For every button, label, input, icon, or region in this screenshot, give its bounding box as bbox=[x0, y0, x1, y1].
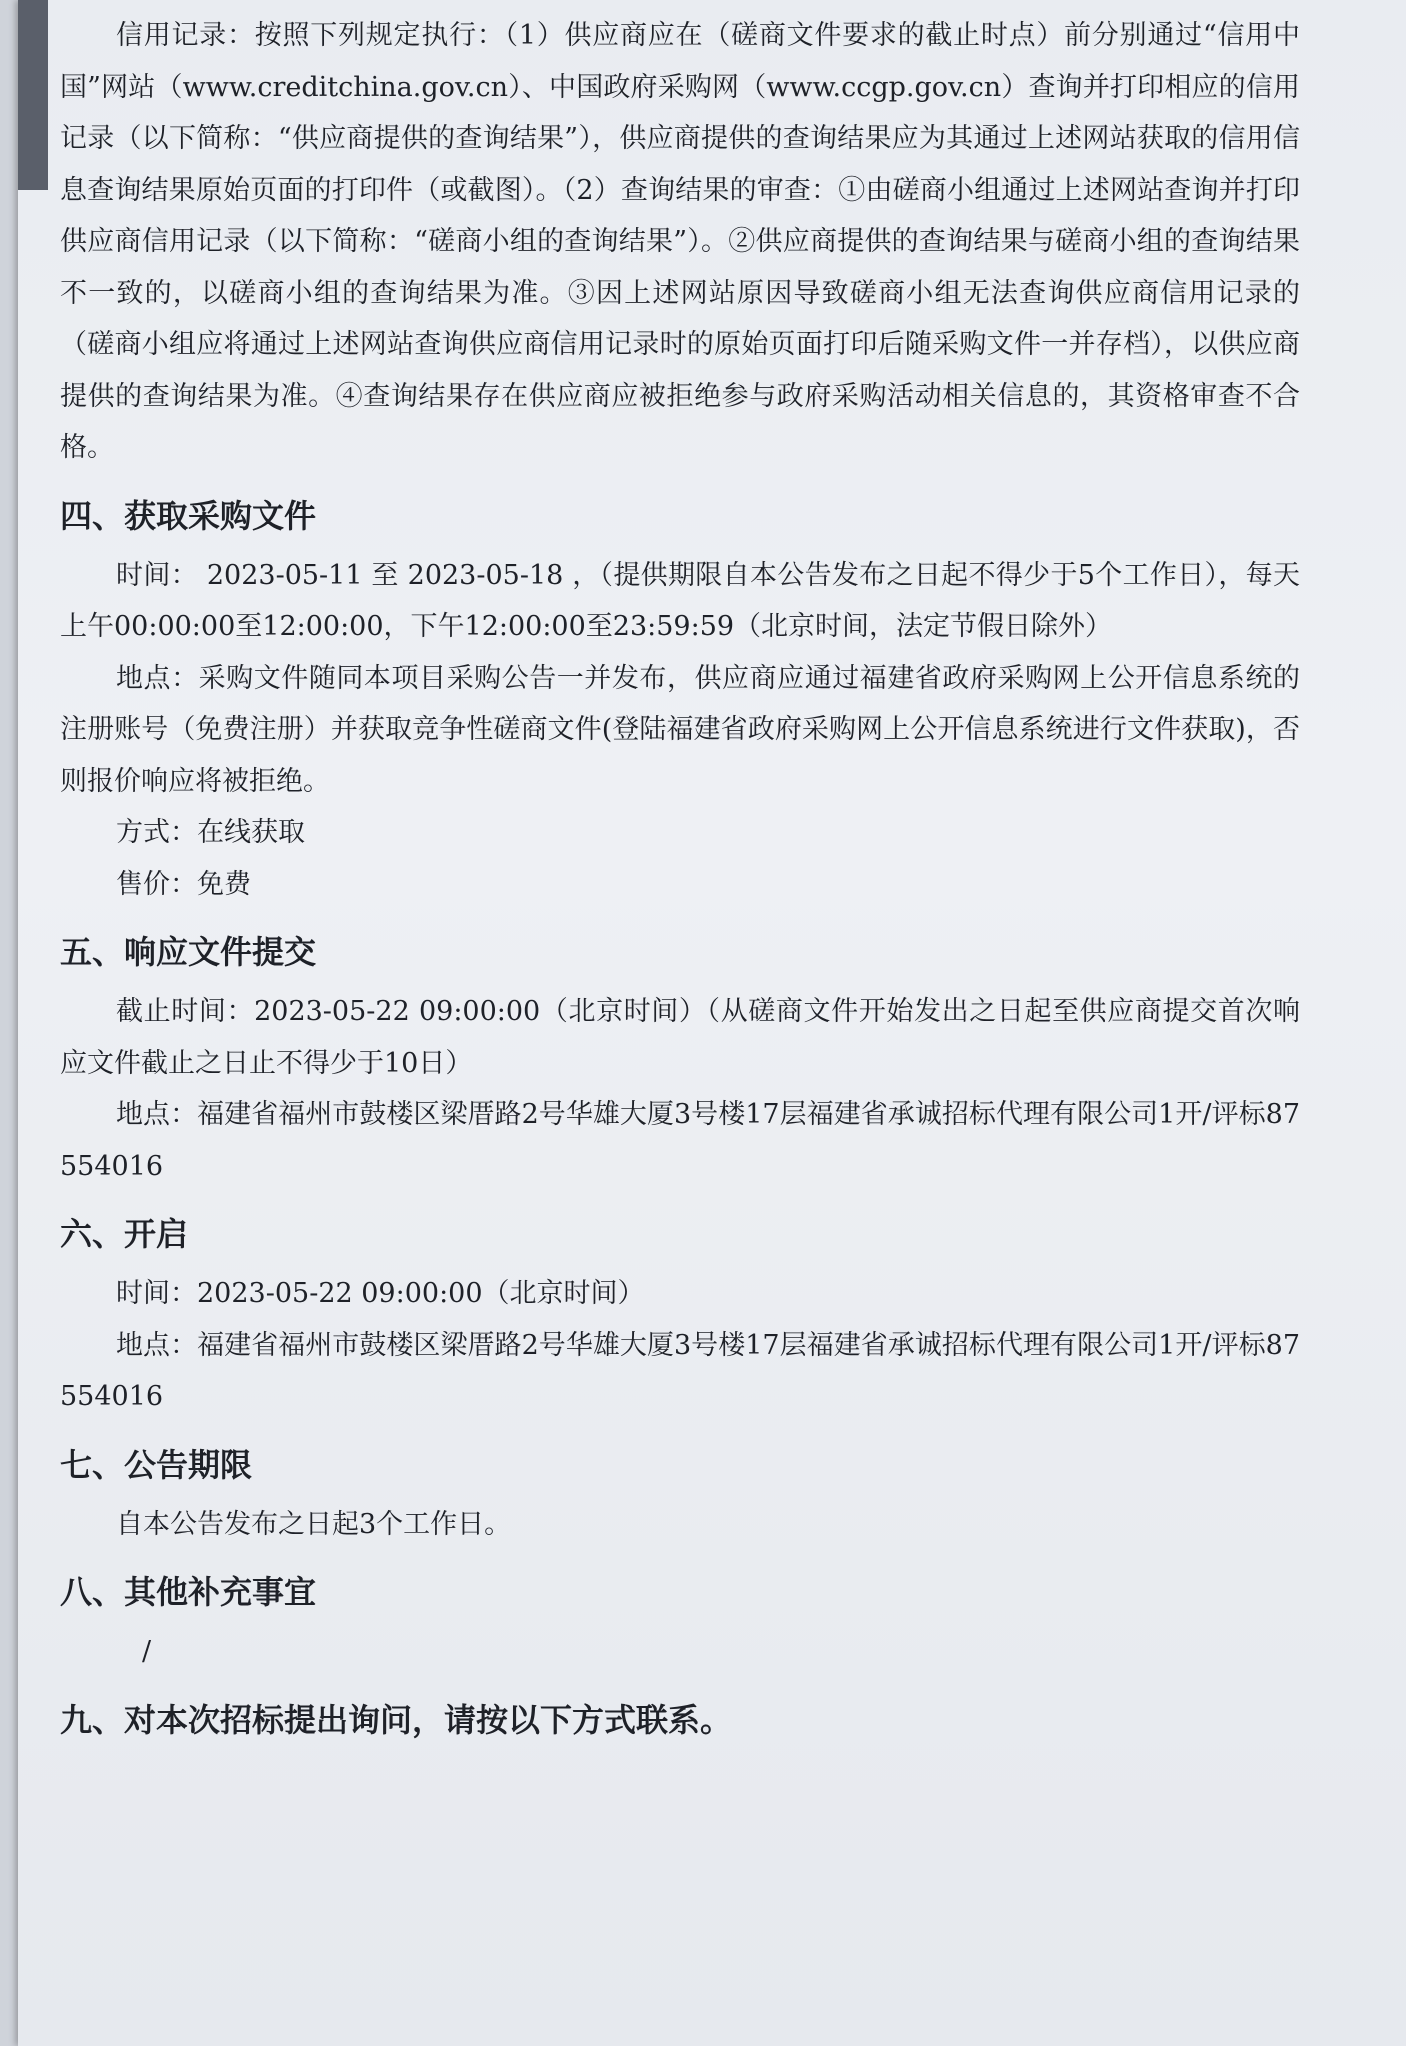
section-4-place: 地点：采购文件随同本项目采购公告一并发布，供应商应通过福建省政府采购网上公开信息系统的注册账号（免费注册）并获取竞争性磋商文件(登陆福建省政府采购网上公开信息系统进行文件获取)，否则报价响应将被拒绝。 bbox=[60, 662, 1300, 797]
section-7-text: 自本公告发布之日起3个工作日。 bbox=[116, 1508, 512, 1540]
section-4-heading: 四、获取采购文件 bbox=[60, 496, 317, 535]
section-7-heading: 七、公告期限 bbox=[60, 1445, 253, 1484]
section-6-place: 地点：福建省福州市鼓楼区梁厝路2号华雄大厦3号楼17层福建省承诚招标代理有限公司1开/评标87554016 bbox=[60, 1329, 1300, 1412]
section-4-time: 时间： 2023-05-11 至 2023-05-18 ，（提供期限自本公告发布之日起不得少于5个工作日），每天上午00:00:00至12:00:00，下午12:00:00至23:59:59（北京时间，法定节假日除外） bbox=[60, 559, 1300, 642]
document-content bbox=[60, 10, 1300, 1754]
document-page bbox=[18, 0, 1406, 2046]
section-6-time: 时间：2023-05-22 09:00:00（北京时间） bbox=[116, 1278, 645, 1309]
section-4-method: 方式：在线获取 bbox=[116, 817, 305, 848]
section-9-heading: 九、对本次招标提出询问，请按以下方式联系。 bbox=[60, 1700, 733, 1739]
credit-record-paragraph: 信用记录：按照下列规定执行：（1）供应商应在（磋商文件要求的截止时点）前分别通过“信用中国”网站（www.creditchina.gov.cn）、中国政府采购网（www.ccgp.gov.cn）查询并打印相应的信用记录（以下简称：“供应商提供的查询结果”），供应商提供的查询结果应为其通过上述网站获取的信用信息查询结果原始页面的打印件（或截图）。（2）查询结果的审查：①由磋商小组通过上述网站查询并打印供应商信用记录（以下简称：“磋商小组的查询结果”）。②供应商提供的查询结果与磋商小组的查询结果不一致的，以磋商小组的查询结果为准。③因上述网站原因导致磋商小组无法查询供应商信用记录的（磋商小组应将通过上述网站查询供应商信用记录时的原始页面打印后随采购文件一并存档），以供应商提供的查询结果为准。④查询结果存在供应商应被拒绝参与政府采购活动相关信息的，其资格审查不合格。 bbox=[60, 20, 1300, 463]
section-5-place: 地点：福建省福州市鼓楼区梁厝路2号华雄大厦3号楼17层福建省承诚招标代理有限公司1开/评标87554016 bbox=[60, 1099, 1300, 1182]
section-8-heading: 八、其他补充事宜 bbox=[60, 1573, 317, 1611]
section-5-heading: 五、响应文件提交 bbox=[60, 933, 317, 971]
section-5-deadline: 截止时间：2023-05-22 09:00:00（北京时间）（从磋商文件开始发出之日起至供应商提交首次响应文件截止之日止不得少于10日） bbox=[60, 996, 1300, 1079]
page-edge-shadow bbox=[18, 0, 48, 190]
section-6-heading: 六、开启 bbox=[60, 1215, 189, 1253]
section-4-price: 售价：免费 bbox=[116, 868, 251, 900]
section-8-text: / bbox=[142, 1636, 152, 1667]
